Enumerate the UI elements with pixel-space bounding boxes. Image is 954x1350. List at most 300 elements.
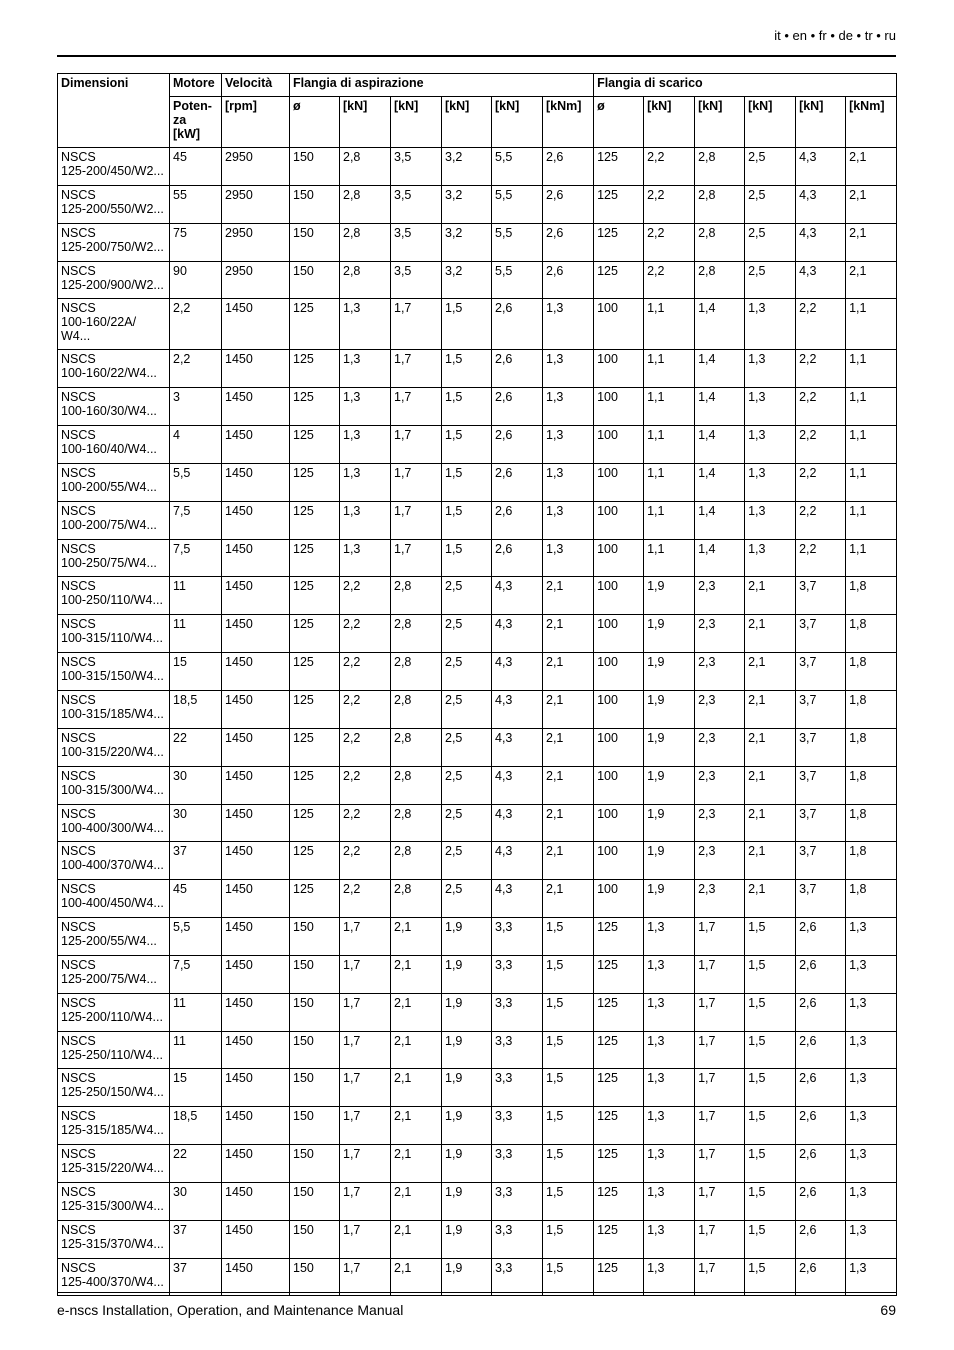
value-cell: 1,1 <box>846 426 897 464</box>
value-cell: 3,7 <box>796 804 846 842</box>
value-cell: 18,5 <box>170 1107 222 1145</box>
value-cell: 1,3 <box>846 1258 897 1296</box>
value-cell: 1450 <box>222 880 290 918</box>
value-cell: 100 <box>594 615 644 653</box>
value-cell: 1,7 <box>695 1145 745 1183</box>
value-cell: 2,1 <box>745 615 796 653</box>
value-cell: 1450 <box>222 1220 290 1258</box>
header-unit: [kN] <box>745 97 796 148</box>
value-cell: 1,9 <box>442 1182 492 1220</box>
value-cell: 1,3 <box>340 501 391 539</box>
value-cell: 2,1 <box>543 880 594 918</box>
value-cell: 2,5 <box>442 615 492 653</box>
value-cell: 2,3 <box>695 653 745 691</box>
page-number: 69 <box>880 1302 896 1318</box>
value-cell: 3,7 <box>796 690 846 728</box>
value-cell: 2,6 <box>796 1107 846 1145</box>
model-cell: NSCS 125-200/450/W2... <box>58 148 170 186</box>
value-cell: 2,6 <box>543 261 594 299</box>
value-cell: 1,5 <box>745 993 796 1031</box>
value-cell: 100 <box>594 350 644 388</box>
value-cell: 1,5 <box>442 350 492 388</box>
value-cell: 11 <box>170 615 222 653</box>
model-cell: NSCS 100-250/75/W4... <box>58 539 170 577</box>
value-cell: 1,7 <box>391 501 442 539</box>
value-cell: 1,3 <box>846 1031 897 1069</box>
value-cell: 100 <box>594 728 644 766</box>
value-cell: 1450 <box>222 993 290 1031</box>
header-unit: [kN] <box>492 97 543 148</box>
model-cell: NSCS 100-200/75/W4... <box>58 501 170 539</box>
value-cell: 125 <box>290 299 340 350</box>
value-cell: 2,2 <box>170 299 222 350</box>
value-cell: 7,5 <box>170 501 222 539</box>
table-row <box>58 955 897 993</box>
table-row <box>58 223 897 261</box>
value-cell: 2,1 <box>543 653 594 691</box>
value-cell: 2,8 <box>391 653 442 691</box>
value-cell: 2,5 <box>442 804 492 842</box>
value-cell: 3,7 <box>796 842 846 880</box>
value-cell: 125 <box>594 1107 644 1145</box>
value-cell: 2,1 <box>391 918 442 956</box>
value-cell: 2,1 <box>745 766 796 804</box>
value-cell: 125 <box>594 955 644 993</box>
value-cell: 3 <box>170 388 222 426</box>
model-cell: NSCS 125-400/370/W4... <box>58 1258 170 1296</box>
value-cell: 1,7 <box>695 955 745 993</box>
value-cell: 30 <box>170 804 222 842</box>
value-cell: 2,5 <box>745 148 796 186</box>
value-cell: 2,2 <box>644 223 695 261</box>
value-cell: 2,2 <box>340 766 391 804</box>
value-cell: 125 <box>594 223 644 261</box>
value-cell: 2,3 <box>695 728 745 766</box>
value-cell: 1,9 <box>644 880 695 918</box>
table-row <box>58 388 897 426</box>
value-cell: 3,7 <box>796 766 846 804</box>
value-cell: 1,9 <box>442 918 492 956</box>
table-row <box>58 918 897 956</box>
value-cell: 1,8 <box>846 653 897 691</box>
value-cell: 1450 <box>222 1069 290 1107</box>
value-cell: 1,5 <box>442 463 492 501</box>
value-cell: 2,1 <box>391 1258 442 1296</box>
value-cell: 1,9 <box>644 728 695 766</box>
value-cell: 2,2 <box>796 501 846 539</box>
value-cell: 4,3 <box>492 842 543 880</box>
table-row <box>58 690 897 728</box>
value-cell: 7,5 <box>170 955 222 993</box>
value-cell: 125 <box>290 426 340 464</box>
value-cell: 125 <box>594 1220 644 1258</box>
value-cell: 100 <box>594 653 644 691</box>
value-cell: 2,1 <box>391 1182 442 1220</box>
value-cell: 1,5 <box>745 955 796 993</box>
value-cell: 1,9 <box>442 1069 492 1107</box>
table-row <box>58 1069 897 1107</box>
value-cell: 1,9 <box>644 804 695 842</box>
value-cell: 1,7 <box>695 918 745 956</box>
value-cell: 1,3 <box>846 955 897 993</box>
value-cell: 5,5 <box>170 918 222 956</box>
value-cell: 2,2 <box>644 261 695 299</box>
value-cell: 1,9 <box>644 615 695 653</box>
value-cell: 1,5 <box>543 993 594 1031</box>
value-cell: 1,8 <box>846 842 897 880</box>
value-cell: 5,5 <box>492 261 543 299</box>
value-cell: 2,5 <box>745 185 796 223</box>
flange-loads-table <box>57 73 897 1296</box>
value-cell: 3,2 <box>442 261 492 299</box>
value-cell: 2,2 <box>796 350 846 388</box>
value-cell: 2,5 <box>442 690 492 728</box>
value-cell: 1,5 <box>543 1069 594 1107</box>
header-unit: [kNm] <box>543 97 594 148</box>
value-cell: 1,3 <box>543 426 594 464</box>
value-cell: 1,3 <box>644 918 695 956</box>
value-cell: 3,3 <box>492 1069 543 1107</box>
value-cell: 11 <box>170 993 222 1031</box>
value-cell: 2,8 <box>391 615 442 653</box>
value-cell: 7,5 <box>170 539 222 577</box>
value-cell: 1,5 <box>745 1107 796 1145</box>
value-cell: 125 <box>290 577 340 615</box>
value-cell: 1,9 <box>442 1145 492 1183</box>
value-cell: 1,3 <box>644 1031 695 1069</box>
value-cell: 1,1 <box>644 539 695 577</box>
value-cell: 2,6 <box>543 148 594 186</box>
value-cell: 2,3 <box>695 577 745 615</box>
value-cell: 2,8 <box>340 223 391 261</box>
value-cell: 150 <box>290 261 340 299</box>
value-cell: 18,5 <box>170 690 222 728</box>
value-cell: 2,1 <box>543 766 594 804</box>
value-cell: 2,6 <box>796 955 846 993</box>
value-cell: 1,4 <box>695 426 745 464</box>
value-cell: 1,3 <box>745 463 796 501</box>
value-cell: 1,7 <box>695 1182 745 1220</box>
value-cell: 5,5 <box>492 148 543 186</box>
value-cell: 150 <box>290 918 340 956</box>
value-cell: 2,1 <box>745 804 796 842</box>
header-unit: [kN] <box>695 97 745 148</box>
value-cell: 1,3 <box>745 426 796 464</box>
value-cell: 1450 <box>222 728 290 766</box>
model-cell: NSCS 100-315/300/W4... <box>58 766 170 804</box>
value-cell: 1450 <box>222 1258 290 1296</box>
table-row <box>58 615 897 653</box>
value-cell: 1,8 <box>846 804 897 842</box>
value-cell: 1,5 <box>442 539 492 577</box>
value-cell: 22 <box>170 728 222 766</box>
value-cell: 125 <box>290 615 340 653</box>
table-row <box>58 350 897 388</box>
value-cell: 4,3 <box>492 728 543 766</box>
value-cell: 2950 <box>222 223 290 261</box>
value-cell: 1,3 <box>745 539 796 577</box>
value-cell: 37 <box>170 1258 222 1296</box>
table-row <box>58 766 897 804</box>
value-cell: 1,3 <box>543 539 594 577</box>
value-cell: 5,5 <box>492 185 543 223</box>
value-cell: 125 <box>290 880 340 918</box>
value-cell: 3,3 <box>492 918 543 956</box>
value-cell: 1,5 <box>745 1145 796 1183</box>
value-cell: 2,6 <box>543 223 594 261</box>
value-cell: 1,3 <box>543 501 594 539</box>
value-cell: 1,7 <box>340 1031 391 1069</box>
value-cell: 1,3 <box>846 993 897 1031</box>
value-cell: 2,8 <box>695 261 745 299</box>
value-cell: 100 <box>594 539 644 577</box>
value-cell: 1,1 <box>644 299 695 350</box>
value-cell: 1,3 <box>340 426 391 464</box>
value-cell: 1,3 <box>745 501 796 539</box>
value-cell: 2,1 <box>391 1069 442 1107</box>
value-cell: 1,3 <box>644 1258 695 1296</box>
value-cell: 125 <box>290 653 340 691</box>
table-row <box>58 1031 897 1069</box>
value-cell: 1,8 <box>846 690 897 728</box>
value-cell: 1,4 <box>695 501 745 539</box>
value-cell: 1,5 <box>745 1258 796 1296</box>
value-cell: 1,7 <box>340 955 391 993</box>
value-cell: 1,9 <box>442 1258 492 1296</box>
value-cell: 2,6 <box>796 1069 846 1107</box>
value-cell: 1,7 <box>391 350 442 388</box>
value-cell: 2,2 <box>340 880 391 918</box>
value-cell: 2,5 <box>442 842 492 880</box>
value-cell: 1,1 <box>644 463 695 501</box>
value-cell: 1,3 <box>340 539 391 577</box>
value-cell: 2,2 <box>340 690 391 728</box>
value-cell: 2,5 <box>745 261 796 299</box>
value-cell: 1,7 <box>340 993 391 1031</box>
value-cell: 2,2 <box>796 463 846 501</box>
value-cell: 2,6 <box>796 1220 846 1258</box>
value-cell: 1,5 <box>442 299 492 350</box>
model-cell: NSCS 100-400/450/W4... <box>58 880 170 918</box>
value-cell: 1,7 <box>340 1145 391 1183</box>
model-cell: NSCS 125-315/220/W4... <box>58 1145 170 1183</box>
value-cell: 3,5 <box>391 223 442 261</box>
value-cell: 1450 <box>222 653 290 691</box>
value-cell: 4,3 <box>796 148 846 186</box>
value-cell: 90 <box>170 261 222 299</box>
value-cell: 15 <box>170 653 222 691</box>
value-cell: 125 <box>594 148 644 186</box>
value-cell: 2,1 <box>391 1031 442 1069</box>
value-cell: 100 <box>594 766 644 804</box>
value-cell: 3,3 <box>492 1182 543 1220</box>
value-cell: 125 <box>594 993 644 1031</box>
value-cell: 1,9 <box>644 690 695 728</box>
value-cell: 1,5 <box>543 1107 594 1145</box>
footer-manual-title: e-nscs Installation, Operation, and Maintenance Manual <box>57 1302 404 1318</box>
value-cell: 1,7 <box>391 299 442 350</box>
value-cell: 2,1 <box>543 804 594 842</box>
value-cell: 1,1 <box>644 501 695 539</box>
value-cell: 2,1 <box>846 223 897 261</box>
value-cell: 1,4 <box>695 299 745 350</box>
value-cell: 1,9 <box>442 1031 492 1069</box>
value-cell: 150 <box>290 993 340 1031</box>
model-cell: NSCS 100-400/300/W4... <box>58 804 170 842</box>
value-cell: 1,3 <box>644 1182 695 1220</box>
value-cell: 2,1 <box>745 653 796 691</box>
table-row <box>58 993 897 1031</box>
value-cell: 1,3 <box>340 388 391 426</box>
value-cell: 2950 <box>222 261 290 299</box>
value-cell: 1,7 <box>695 1220 745 1258</box>
model-cell: NSCS 125-200/55/W4... <box>58 918 170 956</box>
value-cell: 1,7 <box>695 993 745 1031</box>
value-cell: 3,2 <box>442 223 492 261</box>
value-cell: 4,3 <box>492 880 543 918</box>
value-cell: 2,8 <box>391 728 442 766</box>
value-cell: 2,1 <box>846 148 897 186</box>
header-potenza: Poten- za [kW] <box>170 97 222 148</box>
value-cell: 2,2 <box>796 299 846 350</box>
value-cell: 1,5 <box>543 918 594 956</box>
value-cell: 2,8 <box>391 842 442 880</box>
footer-rule <box>57 1292 896 1293</box>
value-cell: 2,2 <box>644 148 695 186</box>
value-cell: 3,2 <box>442 148 492 186</box>
table-row <box>58 880 897 918</box>
value-cell: 2,1 <box>543 690 594 728</box>
value-cell: 1,5 <box>442 426 492 464</box>
value-cell: 2,8 <box>391 880 442 918</box>
model-cell: NSCS 100-250/110/W4... <box>58 577 170 615</box>
value-cell: 45 <box>170 880 222 918</box>
value-cell: 2,1 <box>391 1145 442 1183</box>
value-cell: 2950 <box>222 148 290 186</box>
value-cell: 1,7 <box>695 1258 745 1296</box>
value-cell: 1,7 <box>391 388 442 426</box>
value-cell: 2,3 <box>695 804 745 842</box>
value-cell: 4,3 <box>796 223 846 261</box>
value-cell: 3,3 <box>492 1031 543 1069</box>
value-cell: 100 <box>594 299 644 350</box>
value-cell: 2,8 <box>391 766 442 804</box>
value-cell: 2,2 <box>796 388 846 426</box>
value-cell: 2,3 <box>695 880 745 918</box>
value-cell: 150 <box>290 1220 340 1258</box>
model-cell: NSCS 100-160/22A/ W4... <box>58 299 170 350</box>
value-cell: 37 <box>170 1220 222 1258</box>
value-cell: 11 <box>170 577 222 615</box>
value-cell: 2,6 <box>796 918 846 956</box>
header-unit: [kN] <box>391 97 442 148</box>
value-cell: 1,3 <box>340 299 391 350</box>
value-cell: 3,5 <box>391 148 442 186</box>
header-unit: ø <box>594 97 644 148</box>
value-cell: 2,6 <box>796 1258 846 1296</box>
value-cell: 150 <box>290 1107 340 1145</box>
value-cell: 125 <box>594 1069 644 1107</box>
table-row <box>58 1145 897 1183</box>
value-cell: 2,2 <box>796 539 846 577</box>
value-cell: 1,9 <box>644 653 695 691</box>
table-row <box>58 539 897 577</box>
value-cell: 1,3 <box>846 1145 897 1183</box>
header-unit: ø <box>290 97 340 148</box>
value-cell: 2,6 <box>543 185 594 223</box>
value-cell: 1,3 <box>543 299 594 350</box>
value-cell: 1,5 <box>442 501 492 539</box>
value-cell: 2,5 <box>442 766 492 804</box>
value-cell: 1,3 <box>644 1069 695 1107</box>
value-cell: 2,5 <box>442 728 492 766</box>
value-cell: 45 <box>170 148 222 186</box>
value-cell: 3,2 <box>442 185 492 223</box>
value-cell: 1,7 <box>340 1107 391 1145</box>
value-cell: 125 <box>290 463 340 501</box>
value-cell: 1,3 <box>644 993 695 1031</box>
value-cell: 125 <box>290 501 340 539</box>
header-flangia-aspirazione: Flangia di aspirazione <box>290 74 594 97</box>
table-row <box>58 804 897 842</box>
value-cell: 1,4 <box>695 539 745 577</box>
value-cell: 1450 <box>222 299 290 350</box>
value-cell: 1450 <box>222 1107 290 1145</box>
value-cell: 1450 <box>222 388 290 426</box>
model-cell: NSCS 100-315/150/W4... <box>58 653 170 691</box>
value-cell: 1,8 <box>846 577 897 615</box>
value-cell: 2,8 <box>695 185 745 223</box>
value-cell: 2,1 <box>745 728 796 766</box>
value-cell: 2,2 <box>340 728 391 766</box>
model-cell: NSCS 100-315/185/W4... <box>58 690 170 728</box>
header-velocita: Velocità <box>222 74 290 97</box>
value-cell: 1,5 <box>442 388 492 426</box>
value-cell: 2950 <box>222 185 290 223</box>
table-row <box>58 1107 897 1145</box>
value-cell: 2,1 <box>543 842 594 880</box>
value-cell: 1,7 <box>695 1031 745 1069</box>
value-cell: 2,1 <box>391 1107 442 1145</box>
value-cell: 150 <box>290 1182 340 1220</box>
value-cell: 1,3 <box>543 463 594 501</box>
value-cell: 2,6 <box>796 993 846 1031</box>
table-row <box>58 299 897 350</box>
value-cell: 1,9 <box>442 1107 492 1145</box>
value-cell: 2,1 <box>391 955 442 993</box>
table-row <box>58 577 897 615</box>
table-row <box>58 463 897 501</box>
value-cell: 125 <box>594 261 644 299</box>
value-cell: 2,5 <box>442 653 492 691</box>
value-cell: 1,5 <box>543 1145 594 1183</box>
value-cell: 1450 <box>222 842 290 880</box>
value-cell: 2,1 <box>745 690 796 728</box>
value-cell: 3,7 <box>796 615 846 653</box>
value-cell: 1,3 <box>846 1107 897 1145</box>
value-cell: 150 <box>290 223 340 261</box>
language-list: it • en • fr • de • tr • ru <box>774 28 896 43</box>
value-cell: 150 <box>290 1258 340 1296</box>
value-cell: 125 <box>594 1258 644 1296</box>
value-cell: 125 <box>594 918 644 956</box>
header-unit: [kN] <box>796 97 846 148</box>
value-cell: 3,3 <box>492 1145 543 1183</box>
value-cell: 1,5 <box>745 1031 796 1069</box>
value-cell: 1,7 <box>340 918 391 956</box>
value-cell: 2,8 <box>695 223 745 261</box>
header-rule <box>57 55 896 57</box>
